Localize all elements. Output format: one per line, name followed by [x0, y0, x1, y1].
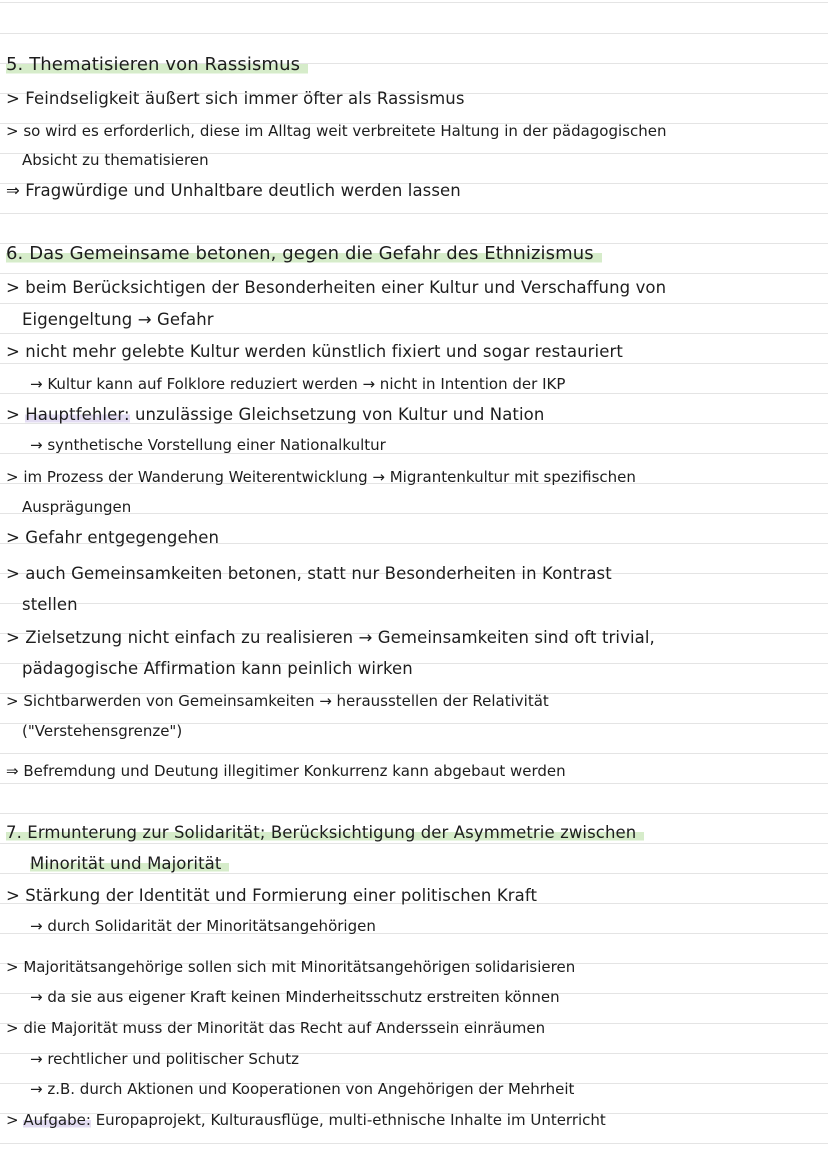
note-line: ("Verstehensgrenze") — [22, 722, 183, 740]
note-line: → Kultur kann auf Folklore reduziert werden → nicht in Intention der IKP — [30, 375, 566, 393]
note-line: → durch Solidarität der Minoritätsangehörigen — [30, 917, 376, 935]
section-5-heading-line — [6, 54, 822, 76]
note-line: > Majoritätsangehörige sollen sich mit Minoritätsangehörigen solidarisieren — [6, 958, 576, 976]
section-6-heading-line — [6, 243, 822, 265]
note-line: → rechtlicher und politischer Schutz — [30, 1050, 299, 1068]
note-line: → z.B. durch Aktionen und Kooperationen von Angehörigen der Mehrheit — [30, 1080, 575, 1098]
note-line: > Aufgabe: Europaprojekt, Kulturausflüge, multi-ethnische Inhalte im Unterricht — [6, 1111, 606, 1129]
note-line: > Feindseligkeit äußert sich immer öfter als Rassismus — [6, 89, 465, 108]
note-line: → da sie aus eigener Kraft keinen Minderheitsschutz erstreiten können — [30, 988, 560, 1006]
keyword-hauptfehler: Hauptfehler: — [25, 405, 130, 424]
note-line: > beim Berücksichtigen der Besonderheiten einer Kultur und Verschaffung von — [6, 278, 667, 297]
section-7-heading-line-1 — [6, 822, 822, 844]
note-line: → synthetische Vorstellung einer Nationalkultur — [30, 436, 386, 454]
note-line: > Zielsetzung nicht einfach zu realisieren → Gemeinsamkeiten sind oft trivial, — [6, 628, 655, 647]
note-line: Eigengeltung → Gefahr — [22, 310, 214, 329]
note-line: ⇒ Fragwürdige und Unhaltbare deutlich werden lassen — [6, 181, 461, 200]
note-line: pädagogische Affirmation kann peinlich wirken — [22, 659, 413, 678]
note-line: Ausprägungen — [22, 498, 132, 516]
keyword-aufgabe: Aufgabe: — [23, 1111, 91, 1129]
note-line: > Hauptfehler: unzulässige Gleichsetzung von Kultur und Nation — [6, 405, 545, 424]
note-line: > Gefahr entgegengehen — [6, 528, 220, 547]
section-7-heading-line-2 — [30, 853, 822, 875]
note-line: Absicht zu thematisieren — [22, 151, 209, 169]
note-line: > auch Gemeinsamkeiten betonen, statt nur Besonderheiten in Kontrast — [6, 564, 612, 583]
section-7-heading-continued: Minorität und Majorität — [30, 854, 229, 873]
note-line: > im Prozess der Wanderung Weiterentwicklung → Migrantenkultur mit spezifischen — [6, 468, 636, 486]
note-line: > Stärkung der Identität und Formierung einer politischen Kraft — [6, 886, 538, 905]
note-line: > Sichtbarwerden von Gemeinsamkeiten → herausstellen der Relativität — [6, 692, 549, 710]
note-line: ⇒ Befremdung und Deutung illegitimer Konkurrenz kann abgebaut werden — [6, 762, 566, 780]
section-6-heading: 6. Das Gemeinsame betonen, gegen die Gefahr des Ethnizismus — [6, 243, 602, 264]
note-line: > die Majorität muss der Minorität das Recht auf Anderssein einräumen — [6, 1019, 546, 1037]
note-line: > so wird es erforderlich, diese im Alltag weit verbreitete Haltung in der pädagogischen — [6, 122, 667, 140]
section-7-heading: 7. Ermunterung zur Solidarität; Berücksichtigung der Asymmetrie zwischen — [6, 823, 644, 842]
section-5-heading: 5. Thematisieren von Rassismus — [6, 54, 308, 75]
note-line: stellen — [22, 595, 78, 614]
note-line: > nicht mehr gelebte Kultur werden künstlich fixiert und sogar restauriert — [6, 342, 623, 361]
